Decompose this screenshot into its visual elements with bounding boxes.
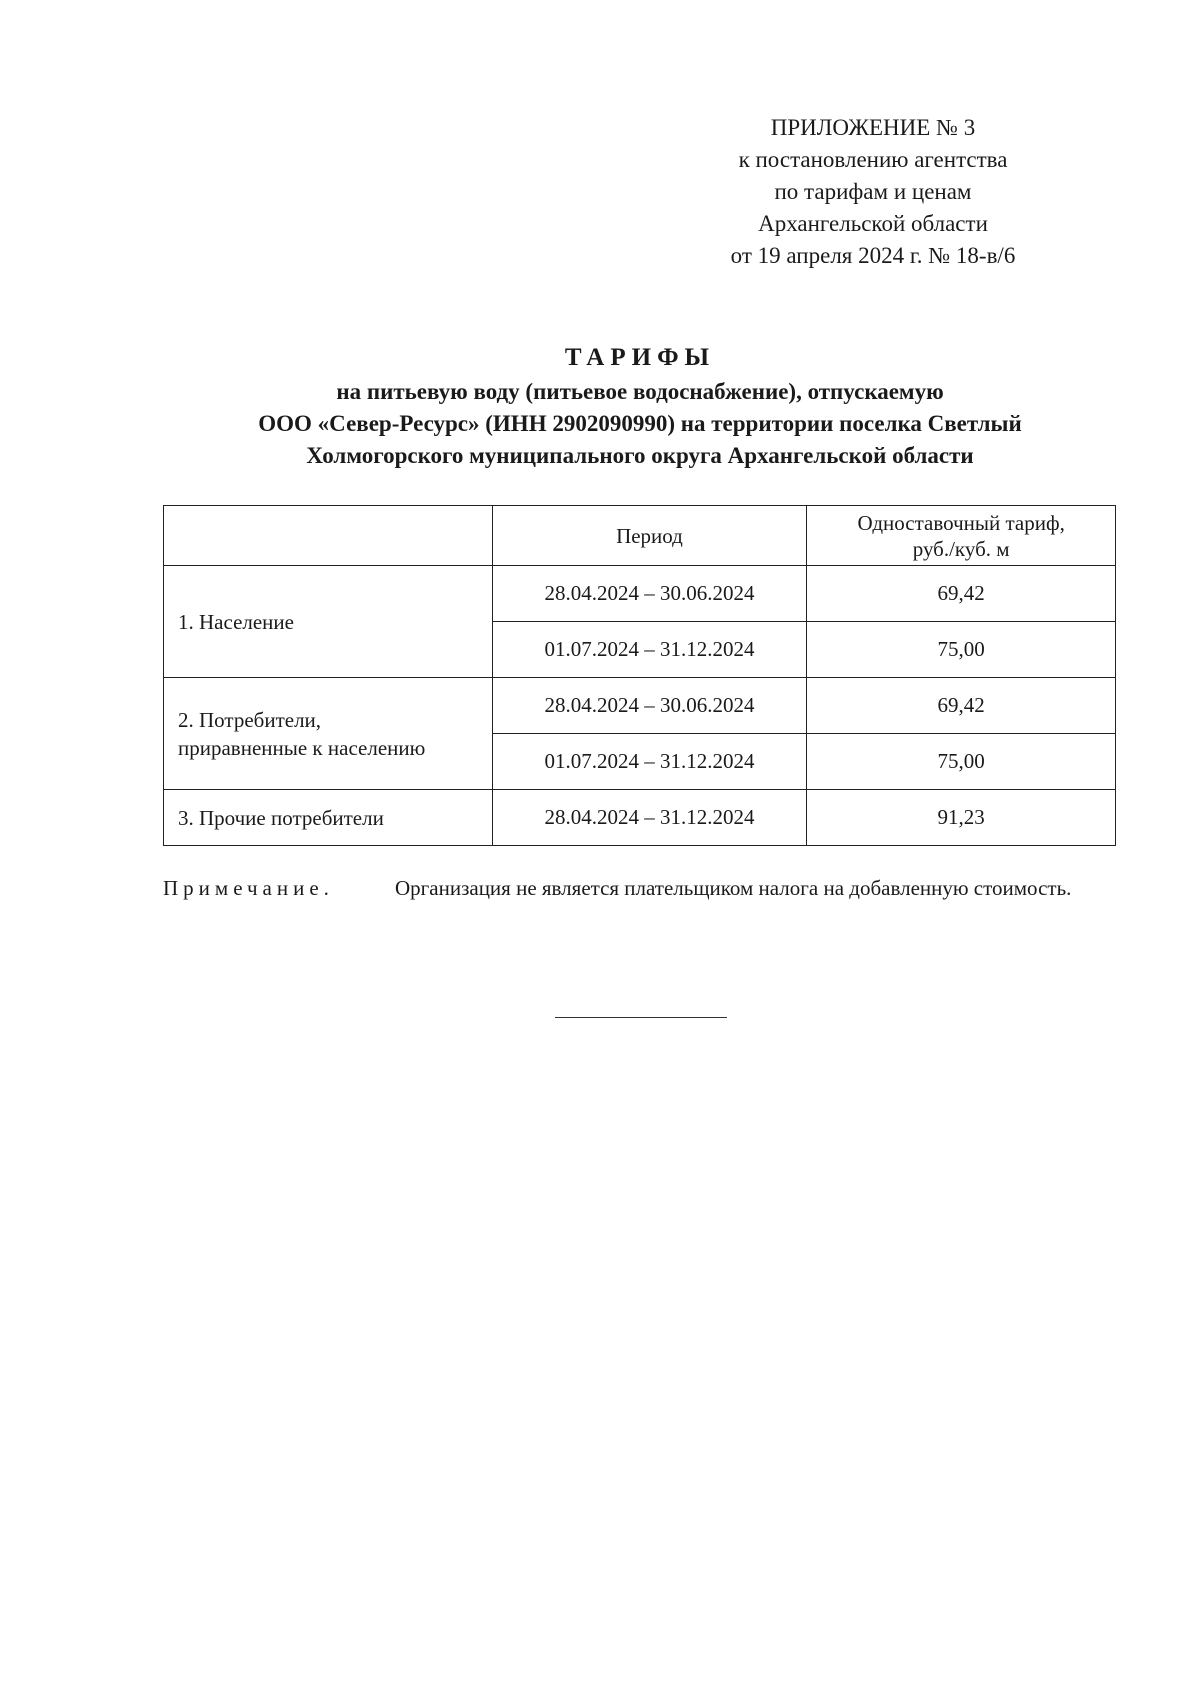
tariff-cell: 75,00: [807, 734, 1116, 790]
category-line: 2. Потребители,: [178, 707, 322, 732]
appendix-header: [688, 112, 1058, 272]
note-label: Примечание.: [163, 876, 334, 900]
title-main: ТАРИФЫ: [564, 344, 716, 371]
period-cell: 28.04.2024 – 30.06.2024: [492, 566, 807, 622]
period-cell: 01.07.2024 – 31.12.2024: [492, 622, 807, 678]
appendix-line: по тарифам и ценам: [774, 179, 972, 204]
table-header-row: [164, 506, 1116, 566]
tariff-cell: 69,42: [807, 566, 1116, 622]
period-cell: 28.04.2024 – 31.12.2024: [492, 790, 807, 846]
note-text: Организация не является плательщиком налога на добавленную стоимость.: [395, 876, 1072, 900]
header-period: Период: [492, 506, 807, 566]
tariff-cell: 75,00: [807, 622, 1116, 678]
category-line: приравненные к населению: [178, 735, 426, 760]
header-tariff: [807, 506, 1116, 566]
title-line: Холмогорского муниципального округа Архангельской области: [306, 443, 974, 468]
header-tariff-line: Одноставочный тариф,: [857, 510, 1065, 535]
category-line: 3. Прочие потребители: [178, 805, 384, 830]
document-title: [100, 340, 1180, 472]
category-line: 1. Население: [178, 609, 294, 634]
table-row: [164, 566, 1116, 622]
appendix-line: от 19 апреля 2024 г. № 18-в/6: [730, 243, 1016, 268]
header-tariff-line: руб./куб. м: [912, 536, 1010, 561]
table-row: [164, 790, 1116, 846]
tariff-cell: 69,42: [807, 678, 1116, 734]
category-cell: [164, 566, 493, 678]
title-line: на питьевую воду (питьевое водоснабжение), отпускаемую: [336, 379, 944, 404]
appendix-line: ПРИЛОЖЕНИЕ № 3: [770, 115, 976, 140]
category-cell: [164, 678, 493, 790]
tariff-cell: 91,23: [807, 790, 1116, 846]
period-cell: 28.04.2024 – 30.06.2024: [492, 678, 807, 734]
appendix-line: Архангельской области: [758, 211, 988, 236]
header-category: [164, 506, 493, 566]
tariff-table: [163, 505, 1116, 846]
end-divider: [555, 1017, 727, 1018]
period-cell: 01.07.2024 – 31.12.2024: [492, 734, 807, 790]
appendix-line: к постановлению агентства: [738, 147, 1008, 172]
category-cell: [164, 790, 493, 846]
title-line: ООО «Север-Ресурс» (ИНН 2902090990) на территории поселка Светлый: [258, 411, 1022, 436]
table-row: [164, 678, 1116, 734]
